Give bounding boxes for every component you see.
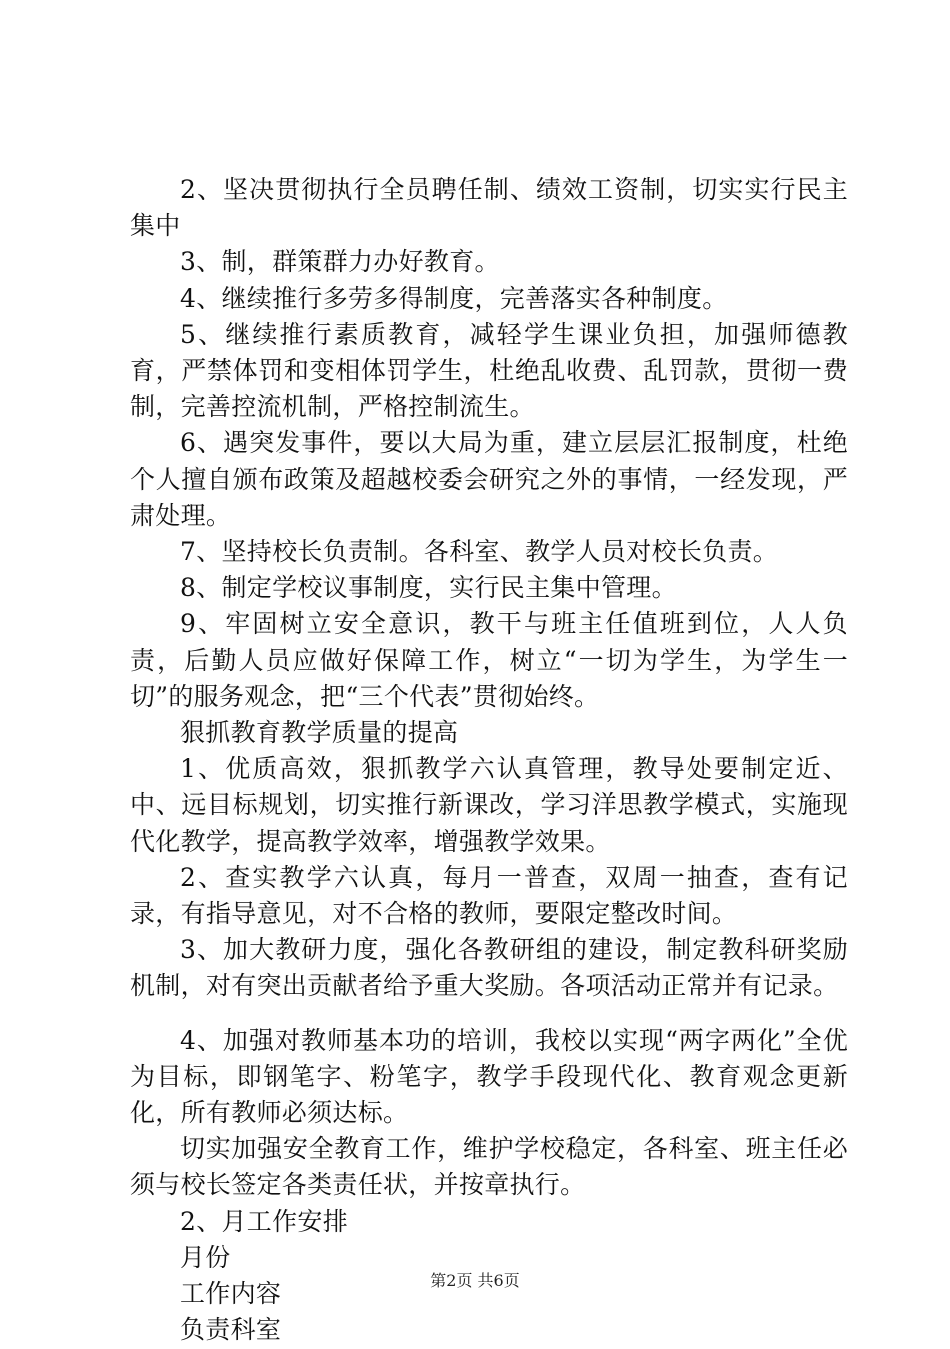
paragraph-12: 4、加强对教师基本功的培训，我校以实现“两字两化”全优为目标，即钢笔字、粉笔字，教学手段现代化、教育观念更新化，所有教师必须达标。 [130,1025,848,1128]
paragraph-11: 3、加大教研力度，强化各教研组的建设，制定教科研奖励机制，对有突出贡献者给予重大奖励。各项活动正常并有记录。 [130,935,848,1001]
paragraph-6: 7、坚持校长负责制。各科室、教学人员对校长负责。 [180,537,779,567]
paragraph-3: 4、继续推行多劳多得制度，完善落实各种制度。 [180,283,728,313]
table-label-content: 工作内容 [180,1279,282,1309]
paragraph-5: 6、遇突发事件，要以大局为重，建立层层汇报制度，杜绝个人擅自颁布政策及超越校委会研究之外的事情，一经发现，严肃处理。 [130,428,848,530]
paragraph-2: 3、制，群策群力办好教育。 [180,247,500,277]
table-label-month: 月份 [180,1242,231,1272]
paragraph-10: 2、查实教学六认真，每月一普查，双周一抽查，查有记录，有指导意见，对不合格的教师，要限定整改时间。 [130,862,848,929]
page-number-footer: 第2页 共6页 [430,1271,520,1290]
paragraph-spacer [130,1005,848,1023]
paragraph-13: 切实加强安全教育工作，维护学校稳定，各科室、班主任必须与校长签定各类责任状，并按章执行。 [130,1134,848,1200]
paragraph-9: 1、优质高效，狠抓教学六认真管理，教导处要制定近、中、远目标规划，切实推行新课改，学习洋思教学模式，实施现代化教学，提高教学效率，增强教学效果。 [130,754,848,856]
section-heading: 狠抓教育教学质量的提高 [180,718,459,748]
subsection-heading: 2、月工作安排 [180,1206,349,1236]
paragraph-1: 2、坚决贯彻执行全员聘任制、绩效工资制，切实实行民主集中 [130,175,848,241]
paragraph-8: 9、牢固树立安全意识，教干与班主任值班到位，人人负责，后勤人员应做好保障工作，树立“一切为学生，为学生一切”的服务观念，把“三个代表”贯彻始终。 [130,609,848,711]
document-body [130,172,848,1349]
paragraph-7: 8、制定学校议事制度，实行民主集中管理。 [180,573,677,603]
paragraph-4: 5、继续推行素质教育，减轻学生课业负担，加强师德教育，严禁体罚和变相体罚学生，杜绝乱收费、乱罚款，贯彻一费制，完善控流机制，严格控制流生。 [130,319,848,422]
table-label-department: 负责科室 [180,1315,282,1345]
